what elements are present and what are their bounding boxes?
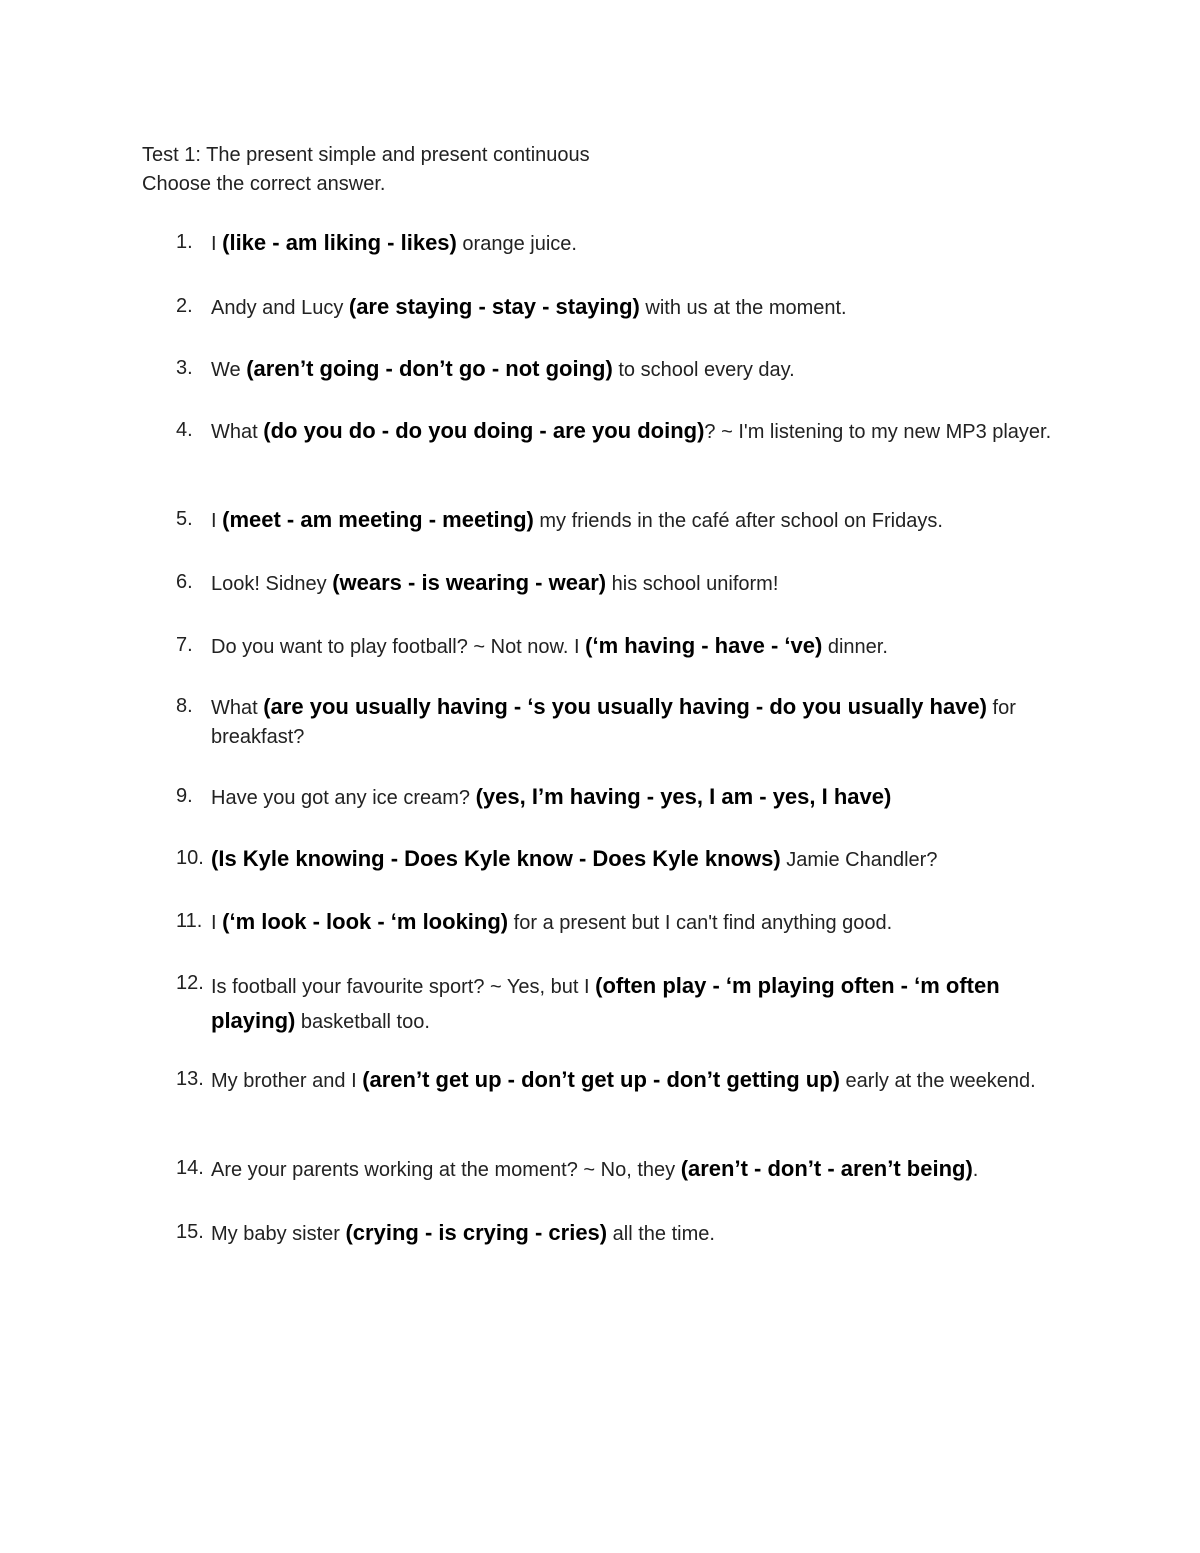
document-title: Test 1: The present simple and present continuous <box>142 144 590 166</box>
question-text-before: Look! Sidney <box>211 573 333 595</box>
question-text-before: I <box>211 233 223 255</box>
answer-options: (wears - is wearing - wear) <box>332 570 607 595</box>
answer-options: (like - am liking - likes) <box>222 230 457 255</box>
answer-options: (are staying - stay - staying) <box>348 294 640 319</box>
question-text-after: all the time. <box>607 1223 715 1245</box>
answer-options: (crying - is crying - cries) <box>345 1220 608 1245</box>
question-item <box>176 692 1056 752</box>
question-number: 4. <box>176 419 193 441</box>
question-number: 13. <box>176 1068 204 1090</box>
question-item <box>176 782 1056 813</box>
question-number: 2. <box>176 295 193 317</box>
question-text-after: . <box>972 1159 979 1181</box>
answer-options: (meet - am meeting - meeting) <box>222 507 534 532</box>
question-number: 14. <box>176 1157 204 1179</box>
question-number: 1. <box>176 231 193 253</box>
question-text-after: with us at the moment. <box>639 297 847 319</box>
answer-options: (‘m look - look - ‘m looking) <box>222 909 509 934</box>
question-text-before: My baby sister <box>211 1223 346 1245</box>
question-text-before: My brother and I <box>211 1070 363 1092</box>
answer-options: (yes, I’m having - yes, I am - yes, I have) <box>475 784 892 809</box>
question-item <box>176 505 1056 536</box>
question-number: 8. <box>176 695 193 717</box>
question-item <box>176 844 1056 875</box>
question-text-before: I <box>211 510 223 532</box>
question-item <box>176 1154 1056 1185</box>
question-item <box>176 631 1056 662</box>
question-item <box>176 416 1056 447</box>
question-number: 15. <box>176 1221 204 1243</box>
question-text-after: early at the weekend. <box>839 1070 1036 1092</box>
question-text-before: We <box>211 359 247 381</box>
question-number: 12. <box>176 972 204 994</box>
answer-options: (do you do - do you doing - are you doing) <box>263 418 705 443</box>
question-text-after: dinner. <box>822 636 888 658</box>
question-text-after: ? ~ I'm listening to my new MP3 player. <box>704 421 1052 443</box>
question-number: 3. <box>176 357 193 379</box>
question-text-before: Have you got any ice cream? <box>211 787 476 809</box>
answer-options: (aren’t - don’t - aren’t being) <box>680 1156 973 1181</box>
answer-options: (aren’t get up - don’t get up - don’t getting up) <box>362 1067 840 1092</box>
question-text-after: orange juice. <box>456 233 577 255</box>
question-text-after: basketball too. <box>295 1011 430 1033</box>
question-number: 11. <box>176 910 203 932</box>
answer-options: (Is Kyle knowing - Does Kyle know - Does Kyle knows) <box>211 846 781 871</box>
question-number: 9. <box>176 785 193 807</box>
question-text-after: my friends in the café after school on Fridays. <box>533 510 943 532</box>
question-text-before: What <box>211 697 264 719</box>
question-text-after: Jamie Chandler? <box>780 849 938 871</box>
answer-options: (aren’t going - don’t go - not going) <box>246 356 613 381</box>
answer-options: (are you usually having - ‘s you usually having - do you usually have) <box>263 694 987 719</box>
question-item <box>176 228 1056 259</box>
question-item <box>176 568 1056 599</box>
question-item <box>176 907 1056 938</box>
question-text-before: Is football your favourite sport? ~ Yes, but I <box>211 976 596 998</box>
question-text-after: for breakfast? <box>211 697 1016 748</box>
question-text-before: Do you want to play football? ~ Not now. I <box>211 636 586 658</box>
question-text-after: to school every day. <box>612 359 795 381</box>
question-text-after: his school uniform! <box>606 573 779 595</box>
question-number: 5. <box>176 508 193 530</box>
question-text-before: Are your parents working at the moment? ~ No, they <box>211 1159 681 1181</box>
question-text-after: for a present but I can't find anything good. <box>508 912 893 934</box>
document-header <box>142 141 590 199</box>
question-number: 10. <box>176 847 204 869</box>
document-instruction: Choose the correct answer. <box>142 173 386 195</box>
answer-options: (often play - ‘m playing often - ‘m often playing) <box>211 973 1000 1033</box>
question-text-before: Andy and Lucy <box>211 297 349 319</box>
question-number: 6. <box>176 571 193 593</box>
question-item <box>176 1218 1056 1249</box>
question-text-before: I <box>211 912 223 934</box>
question-number: 7. <box>176 634 193 656</box>
question-item <box>176 354 1056 385</box>
question-text-before: What <box>211 421 264 443</box>
question-item <box>176 969 1056 1039</box>
answer-options: (‘m having - have - ‘ve) <box>585 633 823 658</box>
question-item <box>176 292 1056 323</box>
question-item <box>176 1065 1056 1096</box>
